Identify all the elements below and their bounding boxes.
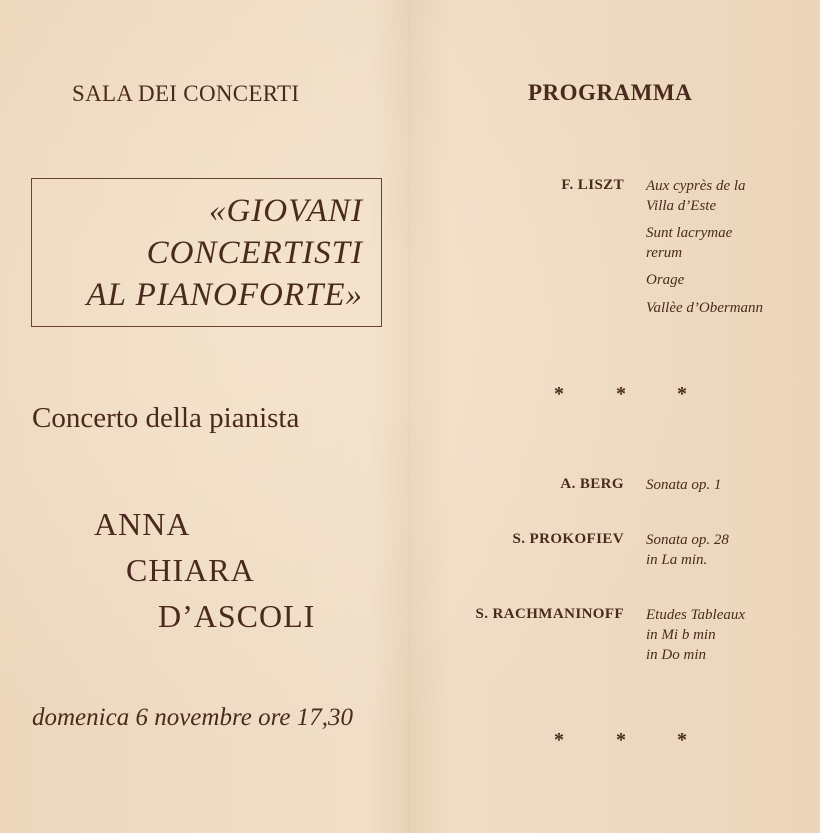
pianist-name-line-2: CHIARA: [126, 552, 255, 588]
series-title-line-1: «GIOVANI: [208, 193, 363, 229]
work-line: in Mi b min: [646, 627, 716, 643]
work-line: Sunt lacrymae: [646, 225, 733, 241]
series-title-line-3: AL PIANOFORTE»: [86, 277, 363, 313]
composer-berg: A. BERG: [560, 476, 624, 492]
work-line: Sonata op. 1: [646, 477, 722, 493]
pianist-name-line-3: D’ASCOLI: [158, 598, 316, 634]
work-line: in Do min: [646, 647, 706, 663]
venue-name: SALA DEI CONCERTI: [72, 81, 300, 106]
work-line: in La min.: [646, 552, 708, 568]
concert-date: domenica 6 novembre ore 17,30: [32, 704, 353, 731]
page-fold: [409, 0, 411, 833]
work-line: Vallèe d’Obermann: [646, 300, 764, 316]
series-title-box: [31, 178, 382, 327]
work-line: Orage: [646, 272, 685, 288]
work-line: Villa d’Este: [646, 198, 717, 214]
star-mark: *: [677, 729, 687, 751]
star-mark: *: [616, 729, 626, 751]
composer-rachmaninoff: S. RACHMANINOFF: [475, 606, 624, 622]
program-heading: PROGRAMMA: [528, 80, 693, 105]
work-line: Sonata op. 28: [646, 532, 729, 548]
star-mark: *: [554, 383, 564, 405]
star-mark: *: [554, 729, 564, 751]
star-mark: *: [677, 383, 687, 405]
pianist-name-line-1: ANNA: [94, 506, 191, 542]
work-line: rerum: [646, 245, 683, 261]
composer-liszt: F. LISZT: [561, 177, 624, 193]
concert-intro: Concerto della pianista: [32, 402, 300, 434]
composer-prokofiev: S. PROKOFIEV: [512, 531, 624, 547]
work-line: Etudes Tableaux: [646, 607, 746, 623]
star-mark: *: [616, 383, 626, 405]
work-line: Aux cyprès de la: [646, 178, 746, 194]
series-title-line-2: CONCERTISTI: [146, 235, 363, 271]
